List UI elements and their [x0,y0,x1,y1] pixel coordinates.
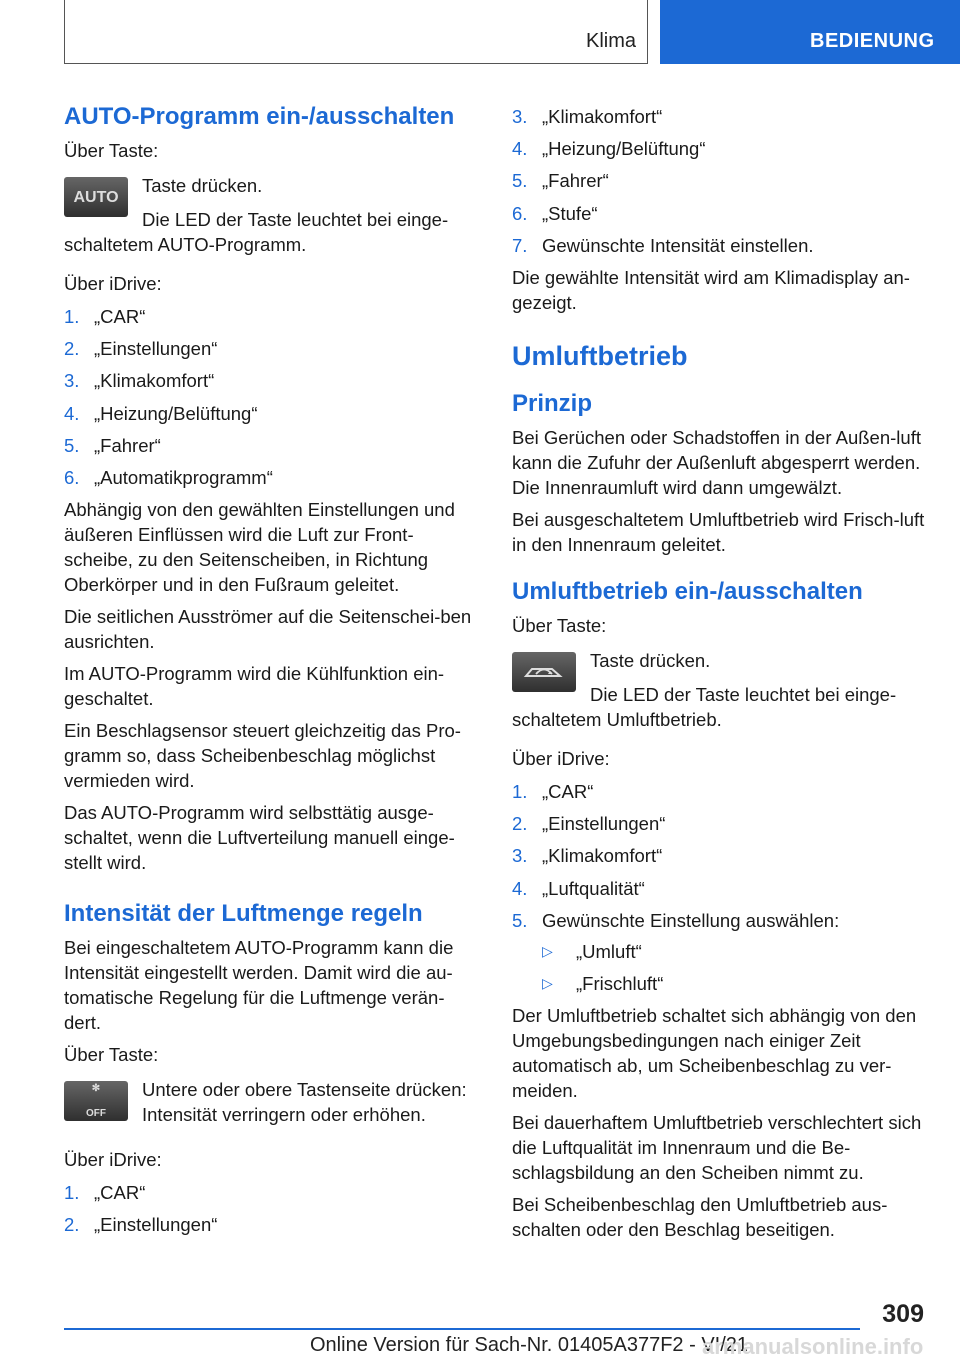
auto-press-text: Taste drücken. [142,175,263,196]
footer-version: Online Version für Sach-Nr. 01405A377F2 - VI/21 [310,1334,749,1356]
heading-intensity: Intensität der Luftmenge regeln [64,900,423,928]
options-list [542,939,932,996]
idrive-steps-list [512,104,932,258]
paragraph: Das AUTO-Programm wird selbsttätig ausge-schaltet, wenn die Luftverteilung manuell einge-stellt wird. [64,802,455,874]
watermark: armanualsonline.info [702,1334,924,1359]
list-item: ▷ „Umluft“ [542,940,642,962]
list-item: 1. „CAR“ [64,1182,146,1204]
list-item: 7. Gewünschte Intensität einstellen. [512,234,814,256]
paragraph: Die gewählte Intensität wird am Klimadisplay an-gezeigt. [512,266,910,313]
auto-button-row [64,173,478,231]
paragraph: Im AUTO-Programm wird die Kühlfunktion ein-geschaltet. [64,663,445,710]
list-item: 5. „Fahrer“ [64,434,161,456]
paragraph: Der Umluftbetrieb schaltet sich abhängig von den Umgebungsbedingungen nach einiger Zeit automatisch ab, um Scheibenbeschlag zu ver-meiden. [512,1004,917,1101]
paragraph: Bei eingeschaltetem AUTO-Programm kann die Intensität eingestellt werden. Damit wird die au-tomatische Regelung für die Luftmenge verän-dert. [64,937,454,1034]
header-chapter-tab[interactable]: BEDIENUNG [660,0,960,64]
paragraph: Bei ausgeschaltetem Umluftbetrieb wird Frisch-luft in den Innenraum geleitet. [512,508,925,555]
paragraph: Ein Beschlagsensor steuert gleichzeitig das Pro-gramm so, dass Scheibenbeschlag möglichst vermieden wird. [64,720,461,792]
page-number: 309 [882,1300,924,1328]
via-idrive-label: Über iDrive: [64,273,162,294]
paragraph: Abhängig von den gewählten Einstellungen und äußeren Einflüssen wird die Luft zur Front-scheibe, zu den Seitenscheiben, in Richtung Oberkörper und in den Fußraum geleitet. [64,499,455,596]
paragraph: Die seitlichen Ausströmer auf die Seitenschei-ben ausrichten. [64,606,472,653]
recirc-press-text: Taste drücken. [590,649,711,671]
via-idrive-label: Über iDrive: [512,747,610,769]
paragraph: Bei dauerhaftem Umluftbetrieb verschlechtert sich die Luftqualität im Innenraum und die Be-schlagsbildung an den Scheiben nimmt zu. [512,1111,922,1183]
heading-recirc-toggle: Umluftbetrieb ein-/ausschalten [512,577,863,605]
triangle-bullet-icon: ▷ [542,974,553,991]
paragraph: Bei Scheibenbeschlag den Umluftbetrieb aus-schalten oder den Beschlag beseitigen. [512,1193,888,1240]
footer-divider [64,1328,860,1330]
heading-recirculation: Umluftbetrieb [512,340,688,371]
list-item: 4. „Heizung/Belüftung“ [512,138,706,160]
list-item: 2. „Einstellungen“ [64,1214,218,1236]
list-item: 6. „Automatikprogramm“ [64,466,273,488]
left-column [64,100,478,1245]
list-item: 3. „Klimakomfort“ [512,845,663,867]
paragraph: Bei Gerüchen oder Schadstoffen in der Außen-luft kann die Zufuhr der Außenluft abgesperrt werden. Die Innenraumluft wird dann umgewälzt. [512,426,921,498]
fan-icon: ✻ [91,1083,101,1095]
list-item: 2. „Einstellungen“ [64,338,218,360]
list-item: 3. „Klimakomfort“ [512,106,663,127]
list-item: 6. „Stufe“ [512,202,598,224]
via-idrive-label: Über iDrive: [64,1149,162,1171]
recirculation-button-icon [512,652,576,692]
list-item: 1. „CAR“ [64,306,146,327]
fan-button-row [64,1077,478,1135]
recirc-button-row [512,648,932,706]
list-item: 3. „Klimakomfort“ [64,370,215,392]
list-item: 5. „Fahrer“ [512,170,609,192]
header-frame [64,0,648,64]
fan-press-text: Untere oder obere Tastenseite drücken: Intensität verringern oder erhöhen. [142,1079,467,1126]
idrive-steps-list [64,304,478,490]
idrive-steps-list [64,1180,478,1237]
via-button-label: Über Taste: [64,140,159,161]
recirc-led-text: Die LED der Taste leuchtet bei einge-schaltetem Umluftbetrieb. [512,683,897,730]
right-column [512,104,932,1249]
list-item: 5. Gewünschte Einstellung auswählen: ▷ „Umluft“ ▷ „Frischluft“ [512,908,932,996]
list-item: ▷ „Frischluft“ [542,972,664,994]
triangle-bullet-icon: ▷ [542,942,553,959]
via-button-label: Über Taste: [512,614,607,636]
header-section: Klima [585,30,636,52]
fan-button-icon: ✻ OFF [64,1081,128,1121]
car-recirculation-icon [522,661,566,683]
auto-led-text: Die LED der Taste leuchtet bei einge-schaltetem AUTO-Programm. [64,209,449,255]
list-item: 4. „Heizung/Belüftung“ [64,402,258,424]
heading-auto-program: AUTO-Programm ein-/ausschalten [64,103,455,130]
auto-button-icon: AUTO [64,177,128,217]
list-item: 4. „Luftqualität“ [512,877,645,899]
via-button-label: Über Taste: [64,1044,159,1066]
list-item: 2. „Einstellungen“ [512,813,666,835]
idrive-steps-list [512,779,932,996]
heading-principle: Prinzip [512,389,593,417]
list-item: 1. „CAR“ [512,780,594,802]
